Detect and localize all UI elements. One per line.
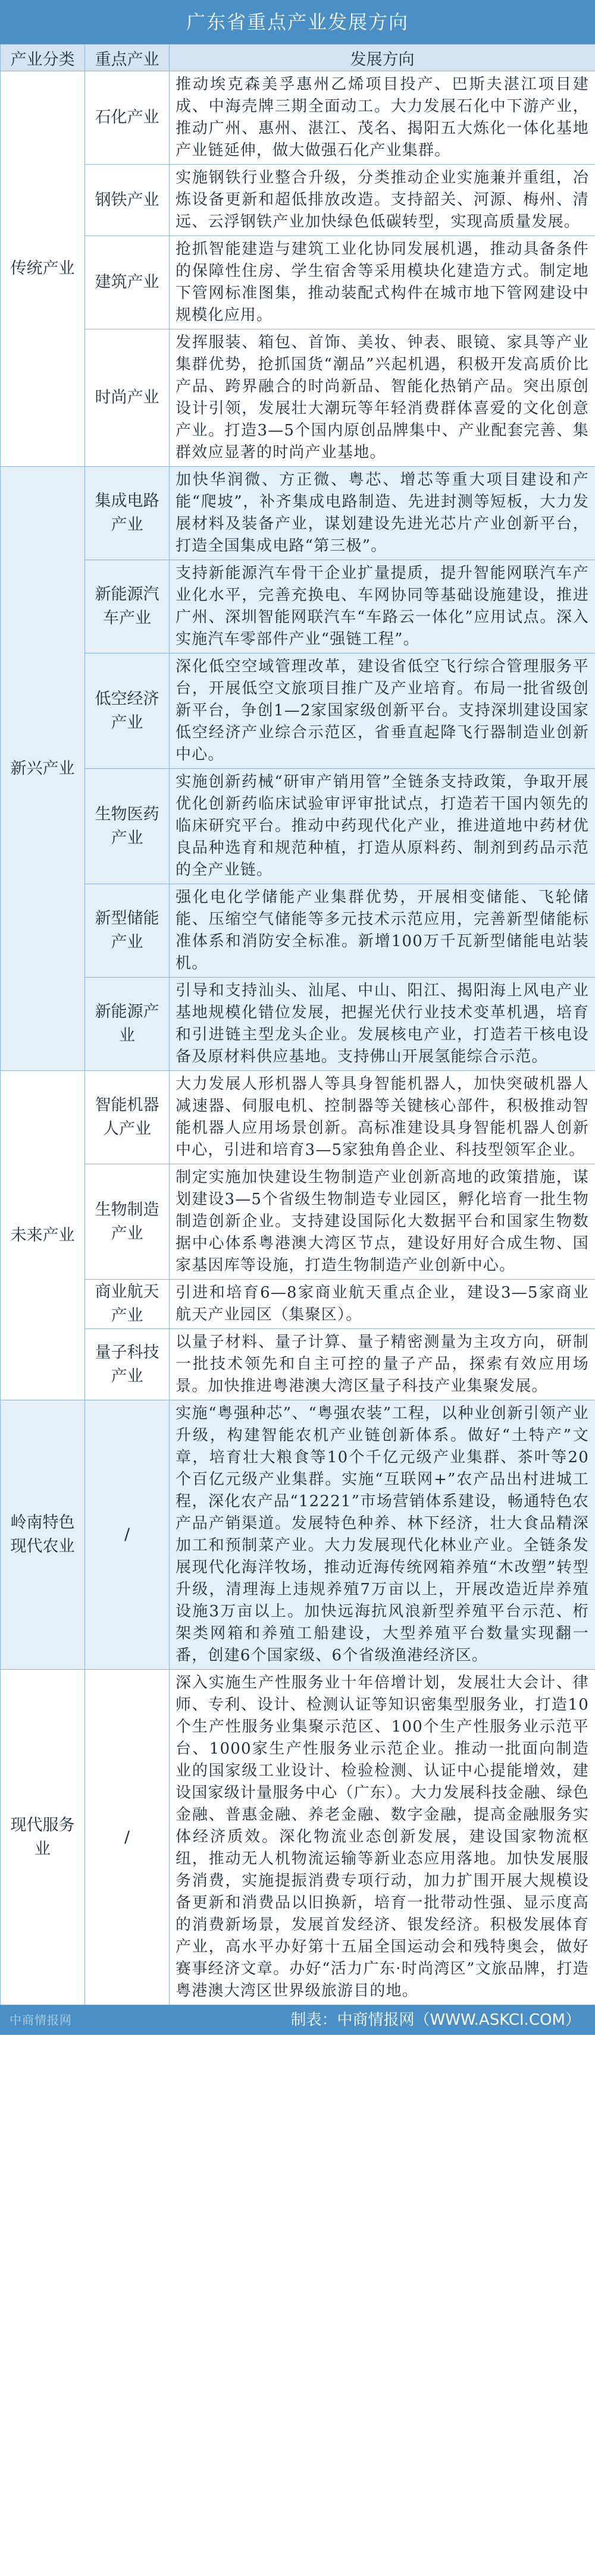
- source-text: 制表：中商情报网（WWW.ASKCI.COM）: [290, 2011, 581, 2029]
- sector-cell: 低空经济产业: [85, 654, 170, 769]
- table-row: [1, 1329, 595, 1400]
- table-row: [1, 884, 595, 978]
- table-row: [1, 654, 595, 769]
- sector-cell: 商业航天产业: [85, 1280, 170, 1329]
- sector-cell: 生物制造产业: [85, 1164, 170, 1280]
- sector-cell: 新能源汽车产业: [85, 560, 170, 654]
- sector-cell: /: [85, 1400, 170, 1670]
- sector-cell: 智能机器人产业: [85, 1071, 170, 1164]
- category-cell: 新兴产业: [1, 467, 85, 1071]
- sector-cell: 石化产业: [85, 71, 170, 165]
- direction-cell: 强化电化学储能产业集群优势，开展相变储能、飞轮储能、压缩空气储能等多元技术示范应用，完善新型储能标准体系和消防安全标准。新增100万千瓦新型储能电站装机。: [170, 884, 595, 978]
- industry-table: [0, 44, 595, 2005]
- direction-cell: 支持新能源汽车骨干企业扩量提质，提升智能网联汽车产业化水平，完善充换电、车网协同等基础设施建设，推进广州、深圳智能网联汽车“车路云一体化”应用试点。深入实施汽车零部件产业“强链工程”。: [170, 560, 595, 654]
- direction-cell: 深入实施生产性服务业十年倍增计划，发展壮大会计、律师、专利、设计、检测认证等知识密集型服务业，打造10个生产性服务业集聚示范区、100个生产性服务业示范平台、1000家生产性服务业示范企业。推动一批面向制造业的国家级工业设计、检验检测、认证中心提能增效，建设国家级计量服务中心（广东）。大力发展科技金融、绿色金融、普惠金融、养老金融、数字金融，提高金融服务实体经济质效。深化物流业态创新发展，建设国家物流枢纽，推动无人机物流运输等新业态应用落地。加快发展服务消费，实施提振消费专项行动，加力扩围开展大规模设备更新和消费品以旧换新，培育一批带动性强、显示度高的消费新场景，发展首发经济、银发经济。积极发展体育产业，高水平办好第十五届全国运动会和残特奥会，做好赛事经济文章。办好“活力广东·时尚湾区”文旅品牌，打造粤港澳大湾区世界级旅游目的地。: [170, 1670, 595, 2005]
- table-header-row: [1, 45, 595, 71]
- table-row: [1, 1400, 595, 1670]
- sector-cell: 钢铁产业: [85, 165, 170, 236]
- sector-cell: 量子科技产业: [85, 1329, 170, 1400]
- column-header-category: 产业分类: [1, 45, 85, 71]
- table-row: [1, 1280, 595, 1329]
- direction-cell: 以量子材料、量子计算、量子精密测量为主攻方向，研制一批技术领先和自主可控的量子产品，探索有效应用场景。加快推进粤港澳大湾区量子科技产业集聚发展。: [170, 1329, 595, 1400]
- source-footer: [0, 2005, 595, 2035]
- table-row: [1, 560, 595, 654]
- sector-cell: 时尚产业: [85, 329, 170, 467]
- table-row: [1, 236, 595, 329]
- column-header-sector: 重点产业: [85, 45, 170, 71]
- table-row: [1, 329, 595, 467]
- category-cell: 现代服务业: [1, 1670, 85, 2005]
- sector-cell: 新型储能产业: [85, 884, 170, 978]
- table-row: [1, 1164, 595, 1280]
- sector-cell: 新能源产业: [85, 978, 170, 1071]
- watermark-logo: 中商情报网: [10, 2013, 72, 2027]
- direction-cell: 实施创新药械“研审产销用管”全链条支持政策，争取开展优化创新药临床试验审评审批试点，打造若干国内领先的临床研究平台。推动中药现代化产业，推进道地中药材优良品种选育和规范种植，打造从原料药、制剂到药品示范的全产业链。: [170, 769, 595, 884]
- direction-cell: 实施钢铁行业整合升级，分类推动企业实施兼并重组，冶炼设备更新和超低排放改造。支持韶关、河源、梅州、清远、云浮钢铁产业加快绿色低碳转型，实现高质量发展。: [170, 165, 595, 236]
- table-title: 广东省重点产业发展方向: [0, 0, 595, 44]
- direction-cell: 发挥服装、箱包、首饰、美妆、钟表、眼镜、家具等产业集群优势，抢抓国货“潮品”兴起机遇，积极开发高质价比产品、跨界融合的时尚新品、智能化热销产品。突出原创设计引领，发展壮大潮玩等年轻消费群体喜爱的文化创意产业。打造3—5个国内原创品牌集中、产业配套完善、集群效应显著的时尚产业基地。: [170, 329, 595, 467]
- direction-cell: 大力发展人形机器人等具身智能机器人，加快突破机器人减速器、伺服电机、控制器等关键核心部件，积极推动智能机器人应用场景创新。高标准建设具身智能机器人创新中心，引进和培育3—5家独角兽企业、科技型领军企业。: [170, 1071, 595, 1164]
- table-row: [1, 467, 595, 560]
- table-row: [1, 769, 595, 884]
- sector-cell: 生物医药产业: [85, 769, 170, 884]
- direction-cell: 加快华润微、方正微、粤芯、增芯等重大项目建设和产能“爬坡”，补齐集成电路制造、先进封测等短板，大力发展材料及装备产业，谋划建设先进光芯片产业创新平台，打造全国集成电路“第三极”。: [170, 467, 595, 560]
- direction-cell: 引导和支持汕头、汕尾、中山、阳江、揭阳海上风电产业基地规模化错位发展，把握光伏行业技术变革机遇，培育和引进链主型龙头企业。发展核电产业，打造若干核电设备及原材料供应基地。支持佛山开展氢能综合示范。: [170, 978, 595, 1071]
- column-header-direction: 发展方向: [170, 45, 595, 71]
- table-row: [1, 1071, 595, 1164]
- table-row: [1, 978, 595, 1071]
- direction-cell: 实施“粤强种芯”、“粤强农装”工程，以种业创新引领产业升级，构建智能农机产业链创新体系。做好“土特产”文章，培育壮大粮食等10个千亿元级产业集群、茶叶等20个百亿元级产业集群。实施“互联网+”农产品出村进城工程，深化农产品“12221”市场营销体系建设，畅通特色农产品产销渠道。发展特色种养、林下经济，壮大食品精深加工和预制菜产业。大力发展现代化林业产业。全链条发展现代化海洋牧场，推动近海传统网箱养殖“木改塑”转型升级，清理海上违规养殖7万亩以上，开展改造近岸养殖设施3万亩以上。加快远海抗风浪新型养殖平台示范、桁架类网箱和养殖工船建设，大型养殖平台数量实现翻一番，创建6个国家级、6个省级渔港经济区。: [170, 1400, 595, 1670]
- table-row: [1, 71, 595, 165]
- table-row: [1, 165, 595, 236]
- direction-cell: 抢抓智能建造与建筑工业化协同发展机遇，推动具备条件的保障性住房、学生宿舍等采用模块化建造方式。制定地下管网标准图集，推动装配式构件在城市地下管网建设中规模化应用。: [170, 236, 595, 329]
- category-cell: 岭南特色现代农业: [1, 1400, 85, 1670]
- direction-cell: 引进和培育6—8家商业航天重点企业，建设3—5家商业航天产业园区（集聚区）。: [170, 1280, 595, 1329]
- category-cell: 未来产业: [1, 1071, 85, 1400]
- direction-cell: 制定实施加快建设生物制造产业创新高地的政策措施，谋划建设3—5个省级生物制造专业园区，孵化培育一批生物制造创新企业。支持建设国际化大数据平台和国家生物数据中心体系粤港澳大湾区节点，建设好用好合成生物、国家基因库等设施，打造生物制造产业创新中心。: [170, 1164, 595, 1280]
- direction-cell: 深化低空空域管理改革，建设省低空飞行综合管理服务平台，开展低空文旅项目推广及产业培育。布局一批省级创新平台，争创1—2家国家级创新平台。支持深圳建设国家低空经济产业综合示范区，省垂直起降飞行器制造业创新中心。: [170, 654, 595, 769]
- category-cell: 传统产业: [1, 71, 85, 467]
- table-row: [1, 1670, 595, 2005]
- sector-cell: /: [85, 1670, 170, 2005]
- sector-cell: 建筑产业: [85, 236, 170, 329]
- sector-cell: 集成电路产业: [85, 467, 170, 560]
- direction-cell: 推动埃克森美孚惠州乙烯项目投产、巴斯夫湛江项目建成、中海壳牌三期全面动工。大力发展石化中下游产业，推动广州、惠州、湛江、茂名、揭阳五大炼化一体化基地产业链延伸，做大做强石化产业集群。: [170, 71, 595, 165]
